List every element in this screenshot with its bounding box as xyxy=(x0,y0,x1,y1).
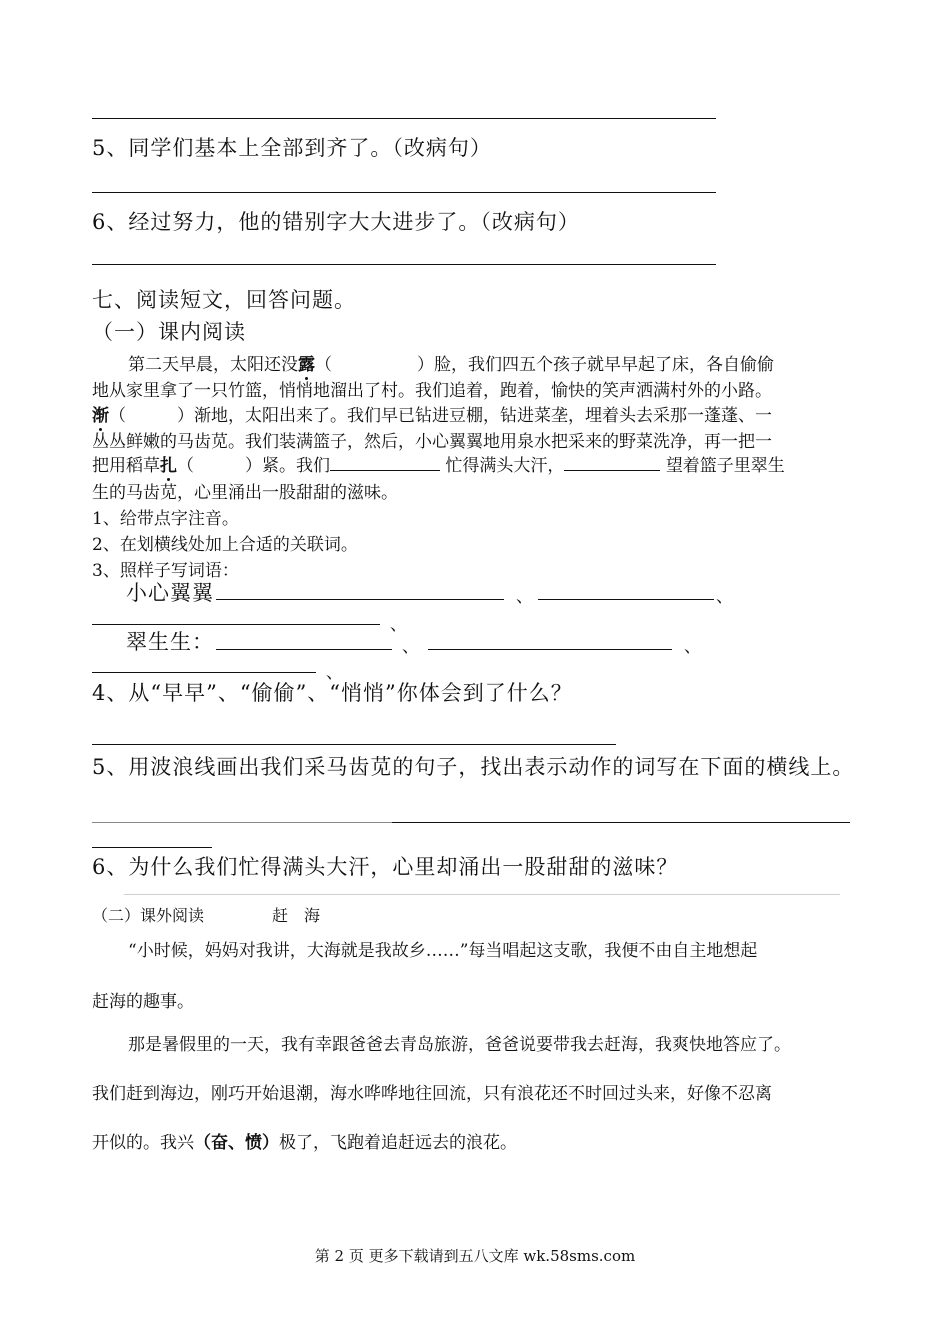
answer-line[interactable] xyxy=(92,822,392,823)
part2-title: （二）课外阅读 xyxy=(92,906,205,925)
essay-p2-line2: 我们赶到海边，刚巧开始退潮，海水哗哗地往回流，只有浪花还不时回过头来，好像不忍离 xyxy=(92,1084,772,1104)
part1-title: （一）课内阅读 xyxy=(92,320,246,344)
passage-text: 把用稻草 xyxy=(92,456,160,476)
separator: 、 xyxy=(684,637,701,657)
dotted-char-jian: 渐 xyxy=(92,401,109,426)
word-choice[interactable]: （奋、愤） xyxy=(194,1133,279,1153)
essay-text: 极了，飞跑着追赶远去的浪花。 xyxy=(279,1133,517,1153)
passage-line-3 xyxy=(92,401,772,426)
question-6: 6、为什么我们忙得满头大汗，心里却涌出一股甜甜的滋味？ xyxy=(92,855,679,879)
essay-p1-line2: 赶海的趣事。 xyxy=(92,992,194,1012)
answer-line[interactable] xyxy=(92,192,716,193)
passage-text: （ ）紧。我们 xyxy=(177,456,330,476)
answer-line[interactable] xyxy=(428,649,672,650)
question-6-text: 6、经过努力，他的错别字大大进步了。（改病句） xyxy=(92,210,580,234)
dotted-char-lu: 露 xyxy=(298,350,315,375)
essay-title: 赶 海 xyxy=(272,906,321,925)
answer-line[interactable] xyxy=(92,118,716,119)
answer-line[interactable] xyxy=(92,624,380,625)
dotted-char-zha: 扎 xyxy=(160,451,177,476)
answer-line[interactable] xyxy=(392,822,850,823)
question-4: 4、从“早早”、“偷偷”、“悄悄”你体会到了什么？ xyxy=(92,681,573,705)
passage-text: （ ）渐地，太阳出来了。我们早已钻进豆棚，钻进菜垄，埋着头去采那一蓬蓬、一 xyxy=(109,406,772,426)
q3-example-2: 翠生生： xyxy=(126,630,214,654)
essay-p2-line3 xyxy=(92,1128,517,1153)
separator: 、 xyxy=(326,663,343,683)
passage-line-2: 地从家里拿了一只竹篮，悄悄地溜出了村。我们追着，跑着，愉快的笑声洒满村外的小路。 xyxy=(92,381,772,401)
conjunction-blank-2[interactable] xyxy=(564,454,660,471)
answer-line[interactable] xyxy=(216,649,392,650)
passage-line-1 xyxy=(128,350,774,375)
separator: 、 xyxy=(716,587,733,607)
separator: 、 xyxy=(516,587,533,607)
page-footer: 第 2 页 更多下载请到五八文库 wk.58sms.com xyxy=(314,1247,636,1265)
answer-line[interactable] xyxy=(92,744,616,745)
answer-line[interactable] xyxy=(92,264,716,265)
passage-line-6: 生的马齿苋，心里涌出一股甜甜的滋味。 xyxy=(92,483,398,503)
separator: 、 xyxy=(402,637,419,657)
essay-p2-line1: 那是暑假里的一天，我有幸跟爸爸去青岛旅游，爸爸说要带我去赶海，我爽快地答应了。 xyxy=(128,1035,791,1055)
passage-line-4: 丛丛鲜嫩的马齿苋。我们装满篮子，然后，小心翼翼地用泉水把采来的野菜洗净，再一把一 xyxy=(92,432,772,452)
question-2: 2、在划横线处加上合适的关联词。 xyxy=(92,535,358,555)
separator: 、 xyxy=(390,615,407,635)
passage-text: （ ）脸，我们四五个孩子就早早起了床，各自偷偷 xyxy=(315,355,774,375)
answer-line[interactable] xyxy=(538,599,714,600)
conjunction-blank-1[interactable] xyxy=(330,454,440,471)
passage-line-5 xyxy=(92,451,785,476)
passage-text: 第二天早晨，太阳还没 xyxy=(128,355,298,375)
question-1: 1、给带点字注音。 xyxy=(92,509,239,529)
answer-line[interactable] xyxy=(124,894,840,895)
question-3: 3、照样子写词语： xyxy=(92,561,239,581)
passage-text: 望着篮子里翠生 xyxy=(665,456,785,476)
answer-line[interactable] xyxy=(92,847,212,848)
passage-text: 忙得满头大汗， xyxy=(445,456,565,476)
q3-example-1: 小心翼翼 xyxy=(126,581,214,605)
essay-p1-line1: “小时候，妈妈对我讲，大海就是我故乡……”每当唱起这支歌，我便不由自主地想起 xyxy=(128,941,758,961)
answer-line[interactable] xyxy=(92,672,316,673)
section-title: 七、阅读短文，回答问题。 xyxy=(92,288,356,312)
answer-line[interactable] xyxy=(216,599,504,600)
question-5-text: 5、同学们基本上全部到齐了。（改病句） xyxy=(92,136,492,160)
essay-text: 开似的。我兴 xyxy=(92,1133,194,1153)
question-5: 5、用波浪线画出我们采马齿苋的句子，找出表示动作的词写在下面的横线上。 xyxy=(92,755,855,779)
